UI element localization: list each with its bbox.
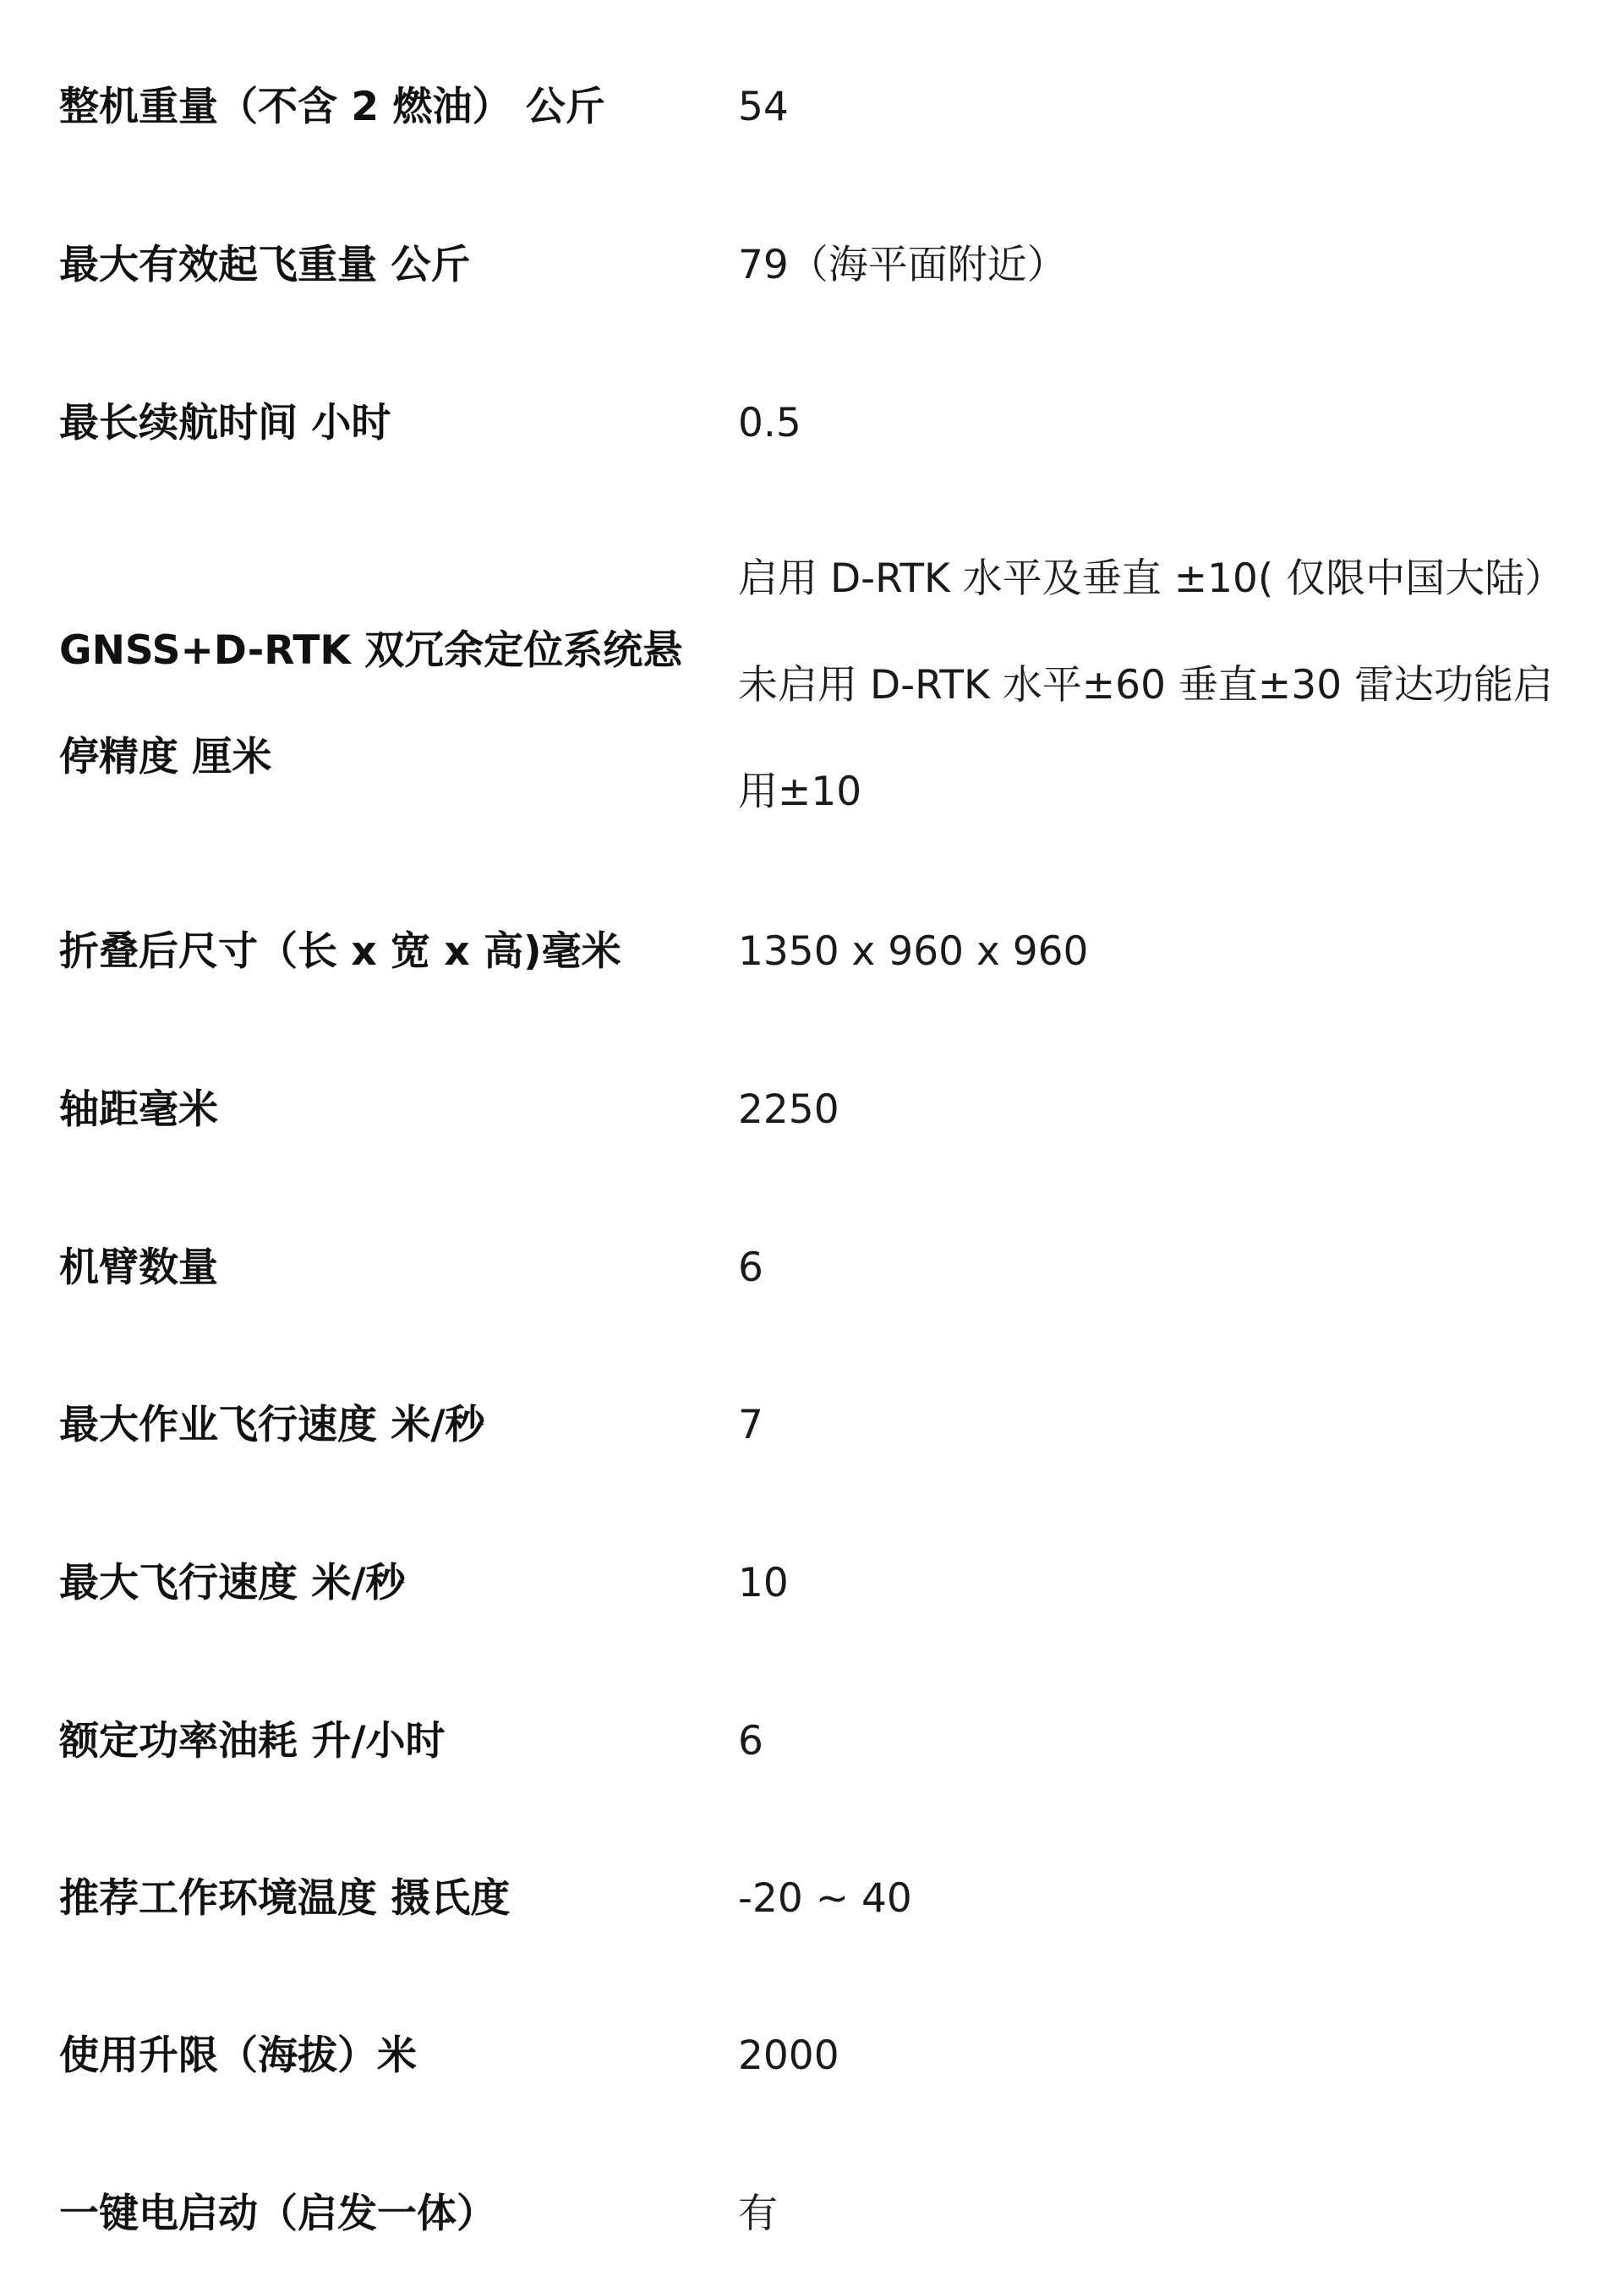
spec-label <box>59 626 702 783</box>
spec-label-line: GNSS+D-RTK 双冗余定位系统悬 <box>59 627 683 674</box>
spec-label: 最大飞行速度 米/秒 <box>59 1560 406 1606</box>
spec-label: 推荐工作环境温度 摄氏度 <box>59 1875 511 1922</box>
spec-value-line: 启用 D-RTK 水平及垂直 ±10( 仅限中国大陆） <box>738 555 1565 602</box>
spec-label: 轴距毫米 <box>59 1086 218 1133</box>
spec-label: 整机重量（不含 2 燃油） 公斤 <box>59 84 605 130</box>
spec-label: 最长续航时间 小时 <box>59 400 391 446</box>
spec-value <box>738 554 1583 873</box>
spec-label: 额定功率油耗 升/小时 <box>59 1718 446 1764</box>
spec-value: 7 <box>738 1402 763 1448</box>
spec-label-line: 停精度 厘米 <box>59 734 272 780</box>
spec-value: 2250 <box>738 1086 839 1133</box>
spec-value: 有 <box>738 2191 778 2237</box>
spec-label: 使用升限（海拔）米 <box>59 2033 417 2079</box>
spec-value-line: 用±10 <box>738 769 862 815</box>
spec-value: 79（海平面附近） <box>738 242 1067 288</box>
spec-value: 6 <box>738 1245 763 1291</box>
spec-value: -20 ~ 40 <box>738 1875 912 1922</box>
spec-label: 机臂数量 <box>59 1245 218 1291</box>
spec-label: 最大作业飞行速度 米/秒 <box>59 1402 485 1448</box>
spec-label: 折叠后尺寸（长 x 宽 x 高)毫米 <box>59 928 621 975</box>
spec-value: 6 <box>738 1718 763 1764</box>
spec-value: 1350 x 960 x 960 <box>738 928 1089 975</box>
spec-value: 10 <box>738 1560 789 1606</box>
spec-label: 一键电启动（启发一体） <box>59 2191 496 2237</box>
spec-value: 0.5 <box>738 400 801 446</box>
spec-value: 2000 <box>738 2033 839 2079</box>
spec-value: 54 <box>738 84 789 130</box>
spec-label: 最大有效起飞重量 公斤 <box>59 242 471 288</box>
spec-value-line: 未启用 D-RTK 水平±60 垂直±30 雷达功能启 <box>738 662 1554 709</box>
